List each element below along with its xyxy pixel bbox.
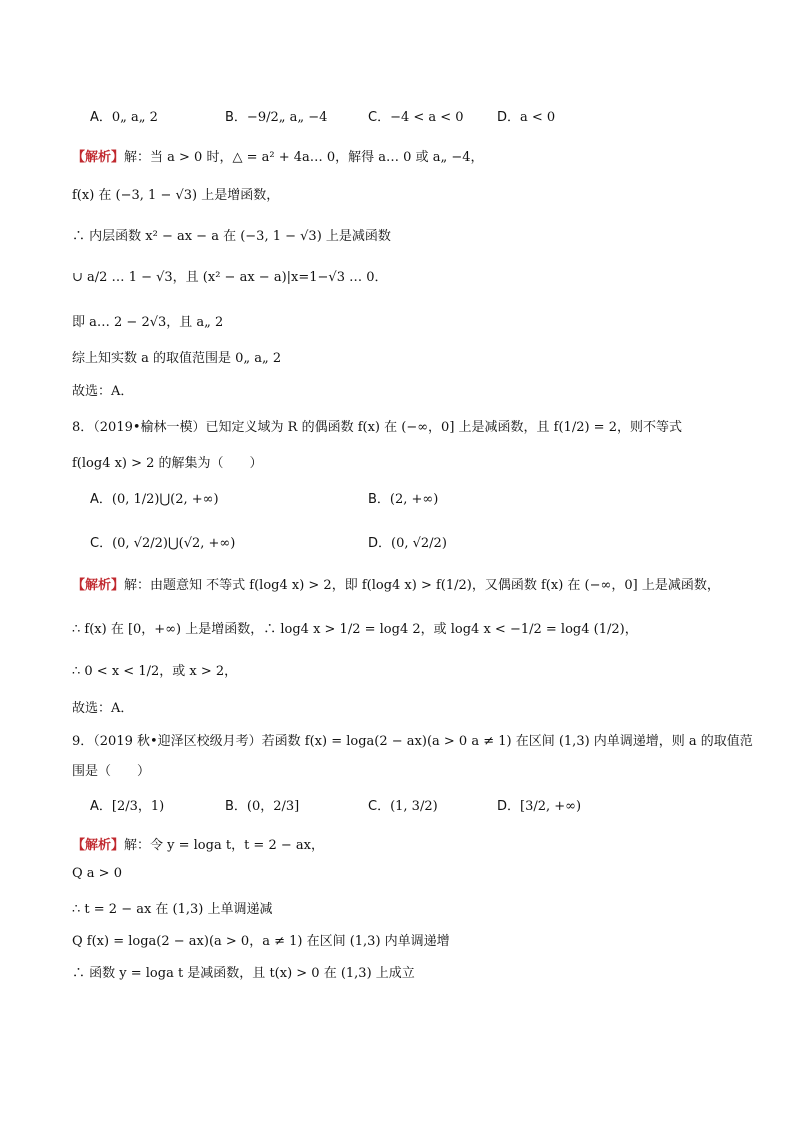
analysis-line: 【解析】解：当 a > 0 时，△ = a² + 4a… 0，解得 a… 0 或 a„ −4， [72, 150, 484, 165]
option-c: C．−4 < a < 0 [368, 110, 464, 125]
analysis-line: ∴ 内层函数 x² − ax − a 在 (−3, 1 − √3) 上是减函数 [72, 229, 391, 244]
analysis-line: 故选：A． [72, 701, 134, 716]
option-a: A．0„ a„ 2 [90, 110, 158, 125]
analysis-line: 【解析】解：由题意知 不等式 f(log4 x) > 2，即 f(log4 x) > f(1/2)，又偶函数 f(x) 在 (−∞，0] 上是减函数， [72, 578, 720, 593]
analysis-line: Q f(x) = loga(2 − ax)(a > 0，a ≠ 1) 在区间 (1,3) 内单调递增 [72, 934, 450, 949]
analysis-line: 【解析】解：令 y = loga t，t = 2 − ax， [72, 838, 324, 853]
question-stem: 9．（2019 秋•迎泽区校级月考）若函数 f(x) = loga(2 − ax)(a > 0 a ≠ 1) 在区间 (1,3) 内单调递增，则 a 的取值范 [72, 734, 753, 749]
option-c: C．(0, √2/2)⋃(√2, +∞) [90, 536, 236, 551]
option-c: C．(1, 3/2) [368, 799, 438, 814]
option-a: A．(0, 1/2)⋃(2, +∞) [90, 492, 219, 507]
question-stem: f(log4 x) > 2 的解集为（ ） [72, 456, 263, 471]
question-stem: 围是（ ） [72, 764, 151, 779]
option-b: B．−9/2„ a„ −4 [225, 110, 328, 125]
analysis-line: 综上知实数 a 的取值范围是 0„ a„ 2 [72, 351, 282, 366]
analysis-line: ∴ t = 2 − ax 在 (1,3) 上单调递减 [72, 902, 273, 917]
analysis-line: ∪ a/2 … 1 − √3，且 (x² − ax − a)|x=1−√3 … 0． [72, 270, 388, 285]
analysis-line: 即 a… 2 − 2√3，且 a„ 2 [72, 315, 224, 330]
analysis-line: Q a > 0 [72, 866, 122, 881]
analysis-line: 故选：A． [72, 384, 134, 399]
analysis-line: f(x) 在 (−3, 1 − √3) 上是增函数， [72, 188, 280, 203]
option-d: D．a < 0 [497, 110, 556, 125]
analysis-line: ∴ 函数 y = loga t 是减函数，且 t(x) > 0 在 (1,3) 上成立 [72, 966, 415, 981]
option-d: D．[3/2, +∞) [497, 799, 582, 814]
option-b: B．(0，2/3] [225, 799, 300, 814]
analysis-line: ∴ f(x) 在 [0，+∞) 上是增函数，∴ log4 x > 1/2 = log4 2，或 log4 x < −1/2 = log4 (1/2)， [72, 622, 638, 637]
option-b: B．(2, +∞) [368, 492, 439, 507]
option-a: A．[2/3，1) [90, 799, 165, 814]
question-stem: 8．（2019•榆林一模）已知定义域为 R 的偶函数 f(x) 在 (−∞，0] 上是减函数，且 f(1/2) = 2，则不等式 [72, 420, 682, 435]
analysis-tag: 【解析】 [72, 150, 125, 165]
analysis-tag: 【解析】 [72, 578, 125, 593]
analysis-line: ∴ 0 < x < 1/2，或 x > 2， [72, 664, 238, 679]
analysis-tag: 【解析】 [72, 838, 125, 853]
option-d: D．(0, √2/2) [368, 536, 447, 551]
